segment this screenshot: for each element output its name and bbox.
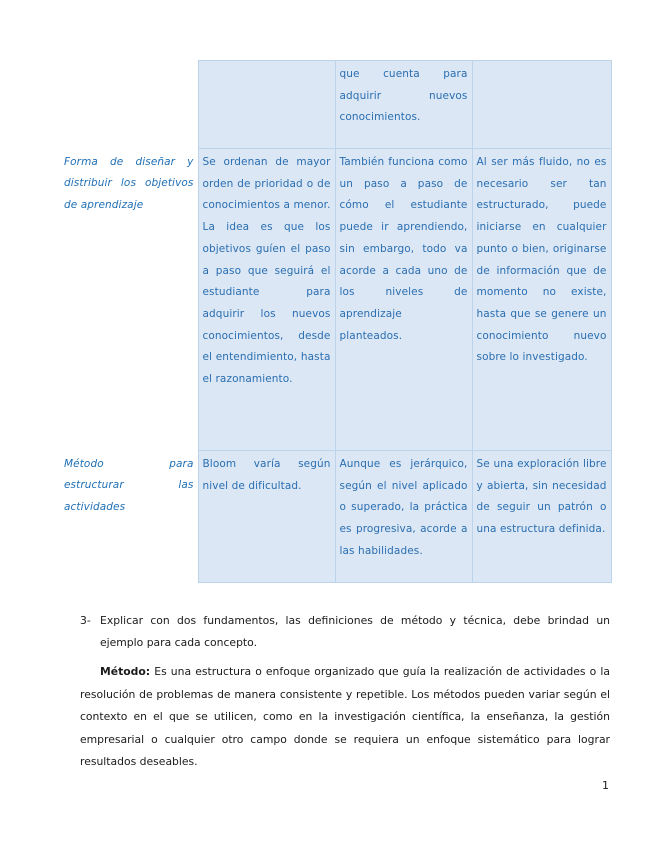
question-text: Explicar con dos fundamentos, las definiciones de método y técnica, debe brindad un ejemplo para cada concepto. bbox=[100, 614, 610, 649]
table-row bbox=[60, 61, 611, 149]
cell-design-col1-p2: La idea es que los objetivos guíen el paso a paso que seguirá el estudiante para adquirir los nuevos conocimientos, desde el entendimiento, hasta el razonamiento. bbox=[202, 221, 331, 386]
row-label-design bbox=[60, 149, 198, 451]
cell-method-col3-text: Se una exploración libre y abierta, sin necesidad de seguir un patrón o una estructura definida. bbox=[476, 458, 607, 536]
cell-top-col2: que cuenta para adquirir nuevos conocimientos. bbox=[335, 61, 472, 149]
cell-method-col1 bbox=[198, 451, 335, 583]
page-number: 1 bbox=[602, 779, 609, 792]
cell-method-col2-text: Aunque es jerárquico, según el nivel aplicado o superado, la práctica es progresiva, acorde a las habilidades. bbox=[339, 458, 468, 557]
cell-design-col1 bbox=[198, 149, 335, 451]
row-label-method-text: Método para estructurar las actividades bbox=[64, 457, 194, 513]
row-label-method bbox=[60, 451, 198, 583]
method-term: Método: bbox=[100, 665, 151, 678]
question-item bbox=[80, 610, 610, 654]
table-row bbox=[60, 451, 611, 583]
cell-design-col3 bbox=[472, 149, 611, 451]
cell-method-col1-text: Bloom varía según nivel de dificultad. bbox=[202, 458, 331, 492]
comparison-table bbox=[60, 60, 612, 583]
cell-method-col2 bbox=[335, 451, 472, 583]
method-paragraph bbox=[80, 661, 610, 774]
method-definition: Es una estructura o enfoque organizado que guía la realización de actividades o la resolución de problemas de manera consistente y repetible. Los métodos pueden variar según el contexto en el que se utilicen, como en la investigación científica, la enseñanza, la gestión empresarial o cualquier otro campo donde se requiera un enfoque sistemático para lograr resultados deseables. bbox=[80, 665, 610, 768]
row-label-top bbox=[60, 61, 198, 149]
cell-design-col2 bbox=[335, 149, 472, 451]
table-row bbox=[60, 149, 611, 451]
cell-design-col2-text: También funciona como un paso a paso de cómo el estudiante puede ir aprendiendo, sin embargo, todo va acorde a cada uno de los niveles de aprendizaje planteados. bbox=[339, 156, 468, 342]
cell-design-col1-p1: Se ordenan de mayor orden de prioridad o de conocimientos a menor. bbox=[202, 156, 331, 212]
cell-top-col1 bbox=[198, 61, 335, 149]
row-label-design-text: Forma de diseñar y distribuir los objetivos de aprendizaje bbox=[64, 155, 194, 211]
cell-method-col3 bbox=[472, 451, 611, 583]
cell-design-col3-text: Al ser más fluido, no es necesario ser tan estructurado, puede iniciarse en cualquier punto o bien, originarse de información que de momento no existe, hasta que se genere un conocimiento nuevo sobre lo investigado. bbox=[476, 156, 607, 364]
cell-top-col3 bbox=[472, 61, 611, 149]
question-number: 3- bbox=[80, 614, 91, 627]
